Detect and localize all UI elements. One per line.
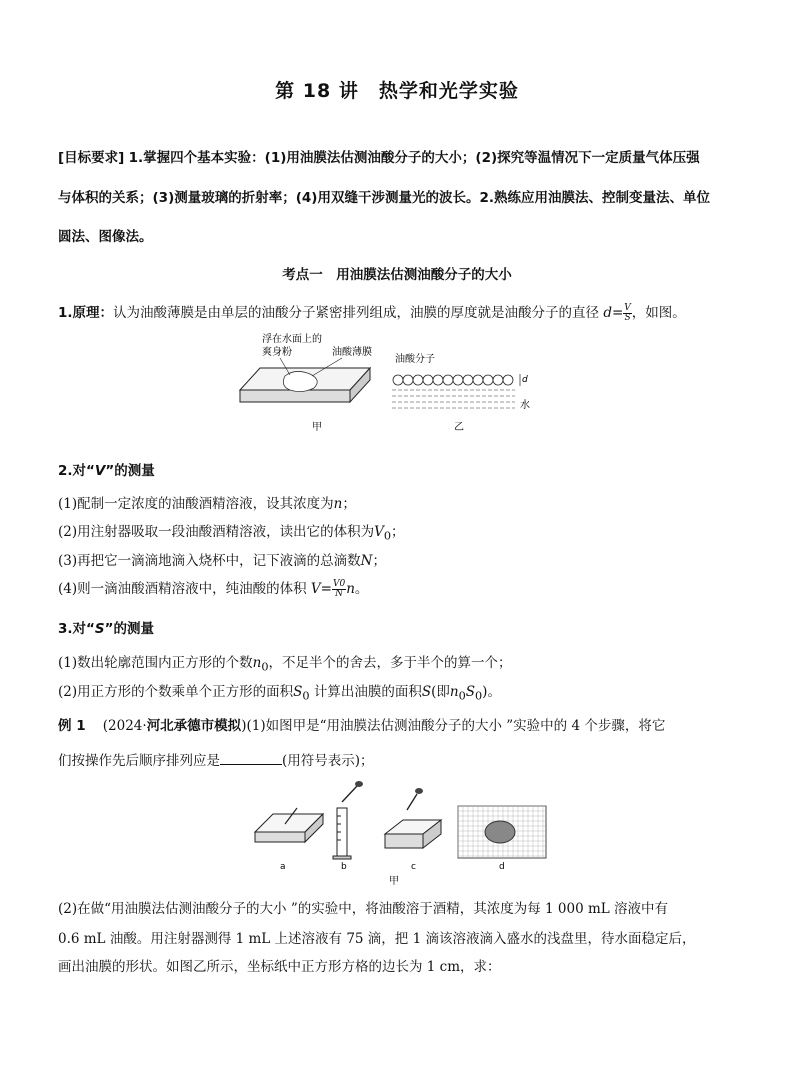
- measure-s-item-1: (1)数出轮廓范围内正方形的个数$n_0$，不足半个的舍去，多于半个的算一个；: [58, 655, 512, 674]
- step-label-c: c: [411, 862, 416, 872]
- molecule-circle: [403, 375, 413, 385]
- answer-blank: [220, 752, 282, 765]
- measure-v-item-3: (3)再把它一滴滴地滴入烧杯中，记下液滴的总滴数N；: [58, 553, 386, 569]
- figure-oil-film: [230, 330, 530, 442]
- tray-step-icon: [255, 808, 323, 842]
- example-line-1: 例 1 (2024·河北承德市模拟)(1)如图甲是“用油膜法估测油酸分子的大小 ”实验中的 4 个步骤，将它: [58, 718, 666, 734]
- measure-v-item-4: (4)则一滴油酸酒精溶液中，纯油酸的体积 V= $\frac{V0}{N}$ n。: [58, 579, 369, 599]
- volume-fraction: $\frac{V0}{N}$: [332, 579, 346, 599]
- molecule-circle: [433, 375, 443, 385]
- grid-paper-icon: [458, 806, 546, 858]
- principle-fraction: $\frac{V}{S}$: [624, 303, 631, 323]
- molecule-circle: [503, 375, 513, 385]
- molecule-circle: [413, 375, 423, 385]
- goal-tag: [目标要求]: [58, 150, 125, 166]
- figure-steps: [245, 772, 555, 890]
- step-label-d: d: [499, 862, 505, 872]
- goal-line-2: 与体积的关系；(3)测量玻璃的折射率；(4)用双缝干涉测量光的波长。2.熟练应用油膜法、控制变量法、单位: [58, 190, 710, 206]
- dropper-tray-icon: [385, 788, 441, 848]
- measure-v-item-1: (1)配制一定浓度的油酸酒精溶液，设其浓度为n；: [58, 496, 356, 512]
- molecule-circle: [453, 375, 463, 385]
- molecule-circle: [493, 375, 503, 385]
- section-title: 考点一 用油膜法估测油酸分子的大小: [282, 267, 512, 283]
- principle-line: 1.原理：认为油酸薄膜是由单层的油酸分子紧密排列组成，油膜的厚度就是油酸分子的直径 d= $\frac{V}{S}$ ，如图。: [58, 303, 686, 323]
- steps-caption: 甲: [389, 876, 399, 887]
- oil-film-blob: [485, 821, 515, 843]
- label-powder-1: 浮在水面上的: [262, 334, 322, 345]
- molecule-circle: [483, 375, 493, 385]
- measure-v-item-2: (2)用注射器吸取一段油酸酒精溶液，读出它的体积为$V_0$；: [58, 524, 405, 543]
- measure-v-heading: 2.对“V”的测量: [58, 463, 155, 479]
- step-label-b: b: [341, 862, 347, 872]
- caption-yi: 乙: [454, 422, 464, 433]
- goal-line-1: [目标要求] 1.掌握四个基本实验：(1)用油膜法估测油酸分子的大小；(2)探究等温情况下一定质量气体压强: [58, 150, 700, 166]
- molecule-circle: [423, 375, 433, 385]
- molecule-circle: [473, 375, 483, 385]
- water-lines-icon: [392, 390, 515, 408]
- page-title: 第 18 讲 热学和光学实验: [275, 80, 519, 102]
- goal-line-3: 圆法、图像法。: [58, 229, 153, 245]
- measure-s-heading: 3.对“S”的测量: [58, 621, 155, 637]
- step-label-a: a: [280, 862, 286, 872]
- example-q2-line-3: 画出油膜的形状。如图乙所示，坐标纸中正方形方格的边长为 1 cm，求：: [58, 959, 501, 975]
- label-water: 水: [520, 400, 530, 411]
- molecule-circle: [463, 375, 473, 385]
- example-line-2: 们按操作先后顺序排列应是 (用符号表示)；: [58, 753, 374, 769]
- label-molecule: 油酸分子: [395, 354, 435, 365]
- graduated-cylinder-icon: [333, 781, 363, 859]
- example-q2-line-1: (2)在做“用油膜法估测油酸分子的大小 ”的实验中，将油酸溶于酒精，其浓度为每 1 000 mL 溶液中有: [58, 901, 669, 917]
- label-d: d: [522, 375, 528, 385]
- measure-s-item-2: (2)用正方形的个数乘单个正方形的面积$S_0$ 计算出油膜的面积S(即$n_0S_0$)。: [58, 684, 501, 703]
- label-film: 油酸薄膜: [332, 347, 372, 358]
- caption-jia: 甲: [312, 422, 322, 433]
- molecule-circle: [443, 375, 453, 385]
- tray-icon: [240, 358, 370, 402]
- example-q2-line-2: 0.6 mL 油酸。用注射器测得 1 mL 上述溶液有 75 滴，把 1 滴该溶液滴入盛水的浅盘里，待水面稳定后，: [58, 931, 696, 947]
- molecule-layer-icon: [393, 375, 513, 385]
- molecule-circle: [393, 375, 403, 385]
- label-powder-2: 爽身粉: [262, 347, 292, 358]
